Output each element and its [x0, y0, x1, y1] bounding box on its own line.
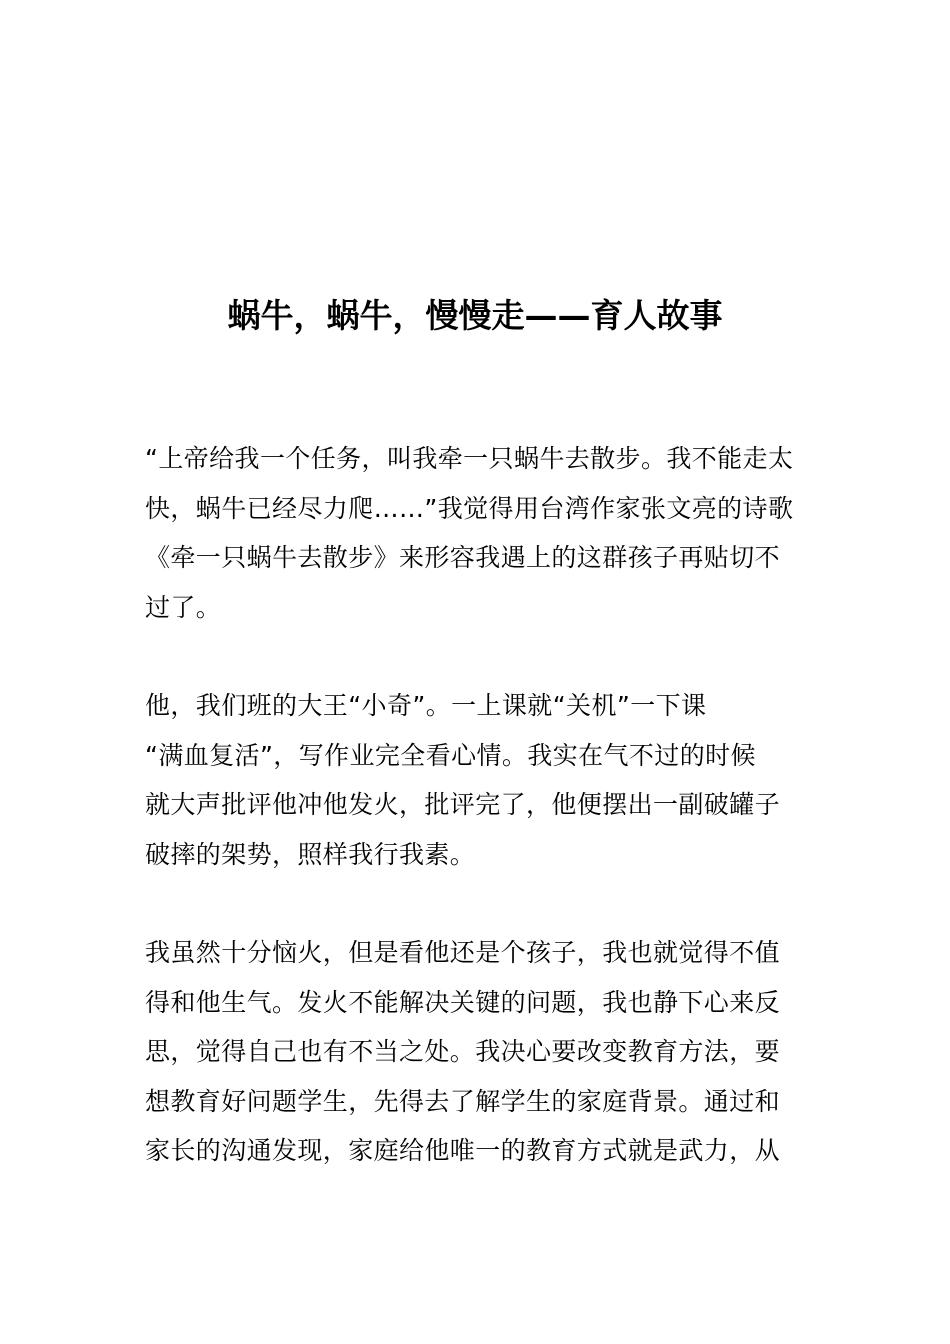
- document-title: 蜗牛，蜗牛，慢慢走——育人故事: [227, 296, 723, 335]
- text-line: 就大声批评他冲他发火，批评完了，他便摆出一副破罐子: [145, 790, 781, 819]
- text-line: 过了。: [145, 592, 222, 622]
- paragraph-2: [145, 681, 807, 879]
- text-line: 他，我们班的大王“小奇”。一上课就“关机”一下课: [145, 691, 707, 720]
- text-line: 我虽然十分恼火，但是看他还是个孩子，我也就觉得不值: [145, 938, 781, 967]
- text-line: “上帝给我一个任务，叫我牵一只蜗牛去散步。我不能走太: [145, 444, 794, 473]
- text-line: “满血复活”，写作业完全看心情。我实在气不过的时候: [145, 740, 756, 770]
- paragraph-1: [145, 434, 807, 632]
- text-line: 家长的沟通发现，家庭给他唯一的教育方式就是武力，从: [145, 1136, 781, 1165]
- text-line: 想教育好问题学生，先得去了解学生的家庭背景。通过和: [145, 1086, 781, 1116]
- text-line: 快，蜗牛已经尽力爬……”我觉得用台湾作家张文亮的诗歌: [145, 493, 794, 523]
- text-line: 得和他生气。发火不能解决关键的问题，我也静下心来反: [145, 987, 781, 1017]
- text-line: 思，觉得自己也有不当之处。我决心要改变教育方法，要: [145, 1037, 781, 1066]
- paragraph-3: [145, 928, 807, 1176]
- document-body: [145, 434, 807, 1225]
- text-line: 《牵一只蜗牛去散步》来形容我遇上的这群孩子再贴切不: [145, 543, 781, 572]
- text-line: 破摔的架势，照样我行我素。: [145, 839, 476, 869]
